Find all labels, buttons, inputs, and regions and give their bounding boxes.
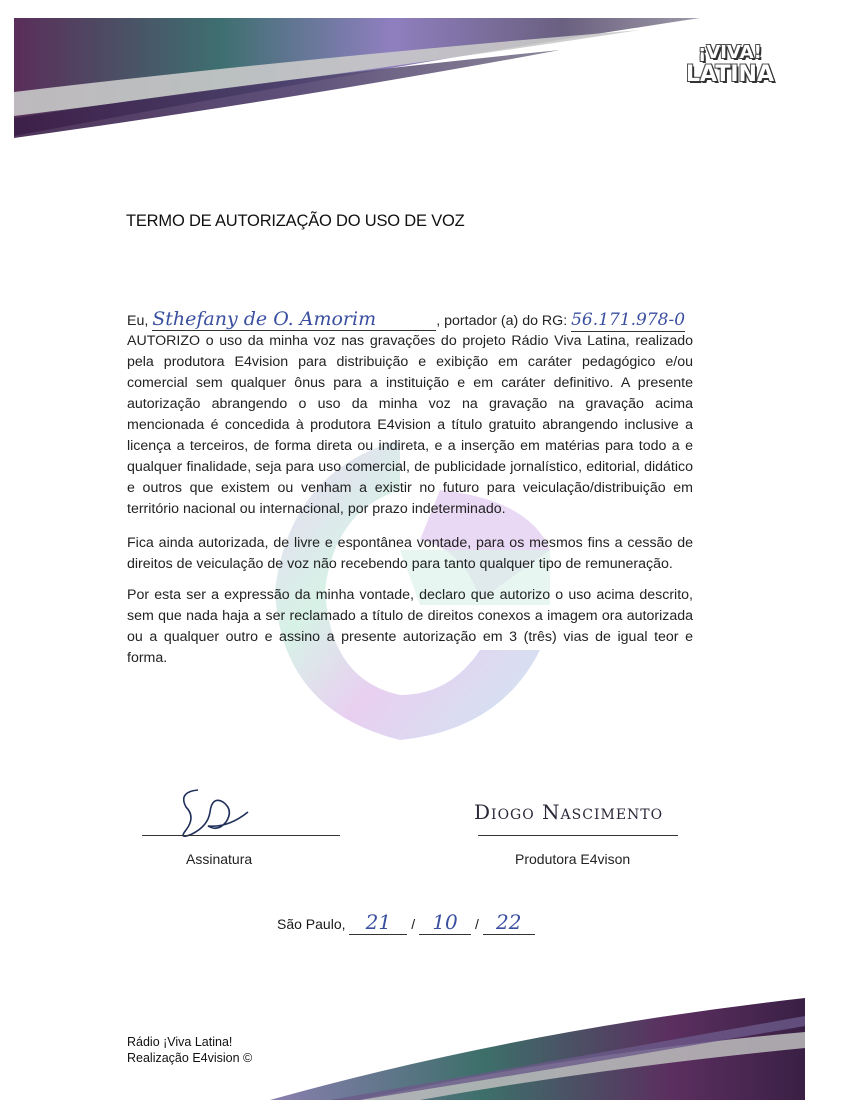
footer-credit: Realização E4vision © (127, 1051, 253, 1065)
signature-label: Assinatura (186, 851, 253, 867)
signature-scribble (168, 782, 258, 842)
date-month: 10 (419, 910, 471, 935)
date-separator-2: / (474, 916, 479, 932)
document-title: TERMO DE AUTORIZAÇÃO DO USO DE VOZ (126, 212, 465, 230)
date-day: 21 (349, 910, 407, 935)
paragraph-declaration: Por esta ser a expressão da minha vontade, declaro que autorizo o uso acima descrito, sem que nada haja a ser reclamado a título de direitos conexos a imagem ora autorizada ou a qualquer outro e assino a presente autorização em 3 (três) vias de igual teor e forma. (127, 587, 693, 666)
signature-line-left (142, 835, 340, 836)
signature-line-right (478, 835, 678, 836)
logo-line-2: LATINA (686, 62, 774, 87)
viva-latina-logo (676, 44, 784, 102)
footer-radio-name: Rádio ¡Viva Latina! (127, 1035, 233, 1049)
intro-prefix: Eu, (127, 313, 149, 329)
signer-name-handwritten: Sthefany de O. Amorim (152, 309, 436, 331)
rg-label: , portador (a) do RG: (436, 313, 568, 329)
producer-signature: Diogo Nascimento (474, 800, 664, 824)
producer-label: Produtora E4vison (515, 851, 631, 867)
paragraph-consent: Fica ainda autorizada, de livre e espontânea vontade, para os mesmos fins a cessão de direitos de veiculação de voz não recebendo para tanto qualquer tipo de remuneração. (127, 535, 693, 572)
date-separator-1: / (411, 916, 416, 932)
intro-line (127, 309, 702, 332)
date-city-label: São Paulo, (277, 916, 346, 932)
date-year: 22 (483, 910, 535, 935)
logo-line-1: ¡VIVA! (698, 42, 762, 63)
paragraph-authorization: AUTORIZO o uso da minha voz nas gravações do projeto Rádio Viva Latina, realizado pela produtora E4vision para distribuição e exibição em caráter pedagógico e/ou comercial sem qualquer ônus para a instituição e em caráter definitivo. A presente autorização abrangendo o uso da minha voz na gravação na gravação acima mencionada é concedida à produtora E4vision a título gratuito abrangendo inclusive a licença a terceiros, de forma direta ou indireta, e a inserção em matérias para todo a e qualquer finalidade, seja para uso comercial, de publicidade jornalístico, editorial, didático e outros que existem ou venham a existir no futuro para veiculação/distribuição em território nacional ou internacional, por prazo indeterminado. (127, 333, 693, 517)
rg-value-handwritten: 56.171.978-0 (571, 310, 686, 330)
date-line (277, 910, 535, 935)
